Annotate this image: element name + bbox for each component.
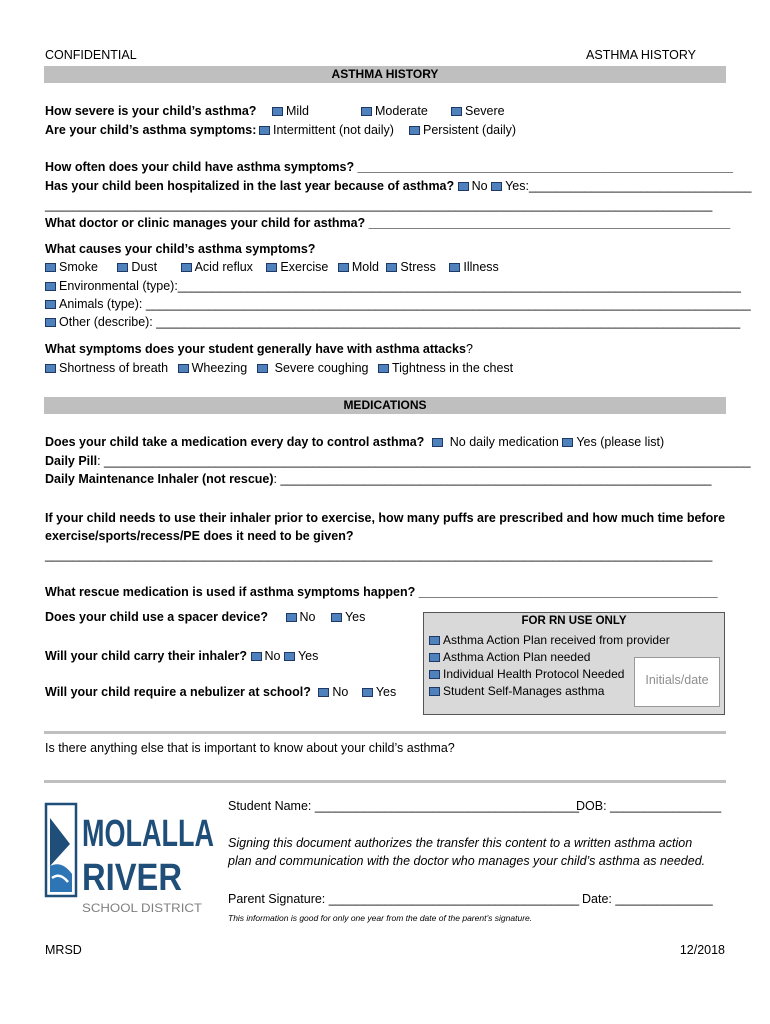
logo-line3: SCHOOL DISTRICT bbox=[82, 901, 203, 915]
cause-other[interactable]: Other (describe): ____________________________________________________________________________________ bbox=[45, 315, 740, 329]
checkbox-icon[interactable] bbox=[451, 107, 462, 116]
checkbox-icon[interactable] bbox=[362, 688, 373, 697]
checkbox-icon[interactable] bbox=[45, 364, 56, 373]
checkbox-icon[interactable] bbox=[251, 652, 262, 661]
logo-line2: RIVER bbox=[82, 857, 182, 899]
header-confidential: CONFIDENTIAL bbox=[45, 48, 137, 62]
validity-note: This information is good for only one year from the date of the parent’s signature. bbox=[228, 913, 533, 923]
exercise-question-line2: exercise/sports/recess/PE does it need to be given? bbox=[45, 529, 354, 543]
consent-line1: Signing this document authorizes the transfer this content to a written asthma action bbox=[228, 836, 693, 850]
spacer-row: Does your child use a spacer device? No Yes bbox=[45, 610, 366, 624]
checkbox-icon[interactable] bbox=[117, 263, 128, 272]
hospitalized-row bbox=[45, 179, 751, 193]
header-title: ASTHMA HISTORY bbox=[586, 48, 696, 62]
severity-question: How severe is your child’s asthma? bbox=[45, 104, 257, 118]
daily-med-row: Does your child take a medication every day to control asthma? No daily medication Yes (please list) bbox=[45, 435, 665, 449]
daily-inhaler-field[interactable]: Daily Maintenance Inhaler (not rescue): ______________________________________________________________ bbox=[45, 472, 712, 486]
carry-row: Will your child carry their inhaler? No Yes bbox=[45, 649, 319, 663]
checkbox-icon[interactable] bbox=[429, 670, 440, 679]
checkbox-icon[interactable] bbox=[331, 613, 342, 622]
rn-box-title: FOR RN USE ONLY bbox=[521, 615, 627, 627]
checkbox-icon[interactable] bbox=[259, 126, 270, 135]
option-intermittent[interactable]: Intermittent (not daily) bbox=[259, 123, 394, 137]
attack-symptoms-options: Shortness of breath Wheezing Severe coughing Tightness in the chest bbox=[45, 361, 513, 375]
daily-pill-field[interactable]: Daily Pill: _____________________________________________________________________________________________ bbox=[45, 454, 751, 468]
footer-org: MRSD bbox=[45, 943, 82, 957]
checkbox-icon[interactable] bbox=[338, 263, 349, 272]
hospitalized-yes[interactable]: Yes:________________________________ bbox=[505, 179, 752, 193]
student-name-field[interactable]: Student Name: ______________________________________ bbox=[228, 799, 580, 813]
causes-options: Smoke Dust Acid reflux Exercise Mold Stress Illness bbox=[45, 260, 499, 274]
separator bbox=[44, 780, 726, 783]
checkbox-icon[interactable] bbox=[286, 613, 297, 622]
symptom-type-question: Are your child’s asthma symptoms: bbox=[45, 123, 257, 137]
checkbox-icon[interactable] bbox=[409, 126, 420, 135]
dob-field[interactable]: DOB: ________________ bbox=[576, 799, 722, 813]
initials-date-field[interactable]: Initials/date bbox=[634, 657, 720, 707]
option-mild[interactable]: Mild bbox=[272, 104, 309, 118]
checkbox-icon[interactable] bbox=[491, 182, 502, 191]
checkbox-icon[interactable] bbox=[266, 263, 277, 272]
checkbox-icon[interactable] bbox=[429, 687, 440, 696]
checkbox-icon[interactable] bbox=[284, 652, 295, 661]
checkbox-icon[interactable] bbox=[386, 263, 397, 272]
checkbox-icon[interactable] bbox=[45, 263, 56, 272]
checkbox-icon[interactable] bbox=[449, 263, 460, 272]
hospitalized-line[interactable]: ________________________________________________________________________________________________ bbox=[45, 198, 713, 212]
checkbox-icon[interactable] bbox=[45, 318, 56, 327]
nebulizer-row: Will your child require a nebulizer at school? No Yes bbox=[45, 685, 397, 699]
separator bbox=[44, 731, 726, 734]
hospitalized-question: Has your child been hospitalized in the last year because of asthma? bbox=[45, 179, 455, 193]
exercise-question-line1: If your child needs to use their inhaler prior to exercise, how many puffs are prescribed and how much time before bbox=[45, 511, 726, 525]
cause-environmental[interactable]: Environmental (type):_________________________________________________________________________________ bbox=[45, 279, 741, 293]
checkbox-icon[interactable] bbox=[257, 364, 268, 373]
rn-item-protocol[interactable]: Individual Health Protocol Needed bbox=[429, 667, 624, 681]
frequency-question[interactable]: How often does your child have asthma symptoms? ______________________________________________________ bbox=[45, 160, 733, 174]
checkbox-icon[interactable] bbox=[318, 688, 329, 697]
parent-signature-field[interactable]: Parent Signature: ____________________________________ bbox=[228, 892, 580, 906]
section-medications: MEDICATIONS bbox=[44, 397, 726, 414]
hospitalized-no: No bbox=[471, 179, 488, 193]
signature-date-field[interactable]: Date: ______________ bbox=[582, 892, 713, 906]
checkbox-icon[interactable] bbox=[178, 364, 189, 373]
anything-else-question: Is there anything else that is important to know about your child’s asthma? bbox=[45, 741, 455, 755]
rescue-question[interactable]: What rescue medication is used if asthma symptoms happen? ___________________________________________ bbox=[45, 585, 718, 599]
checkbox-icon[interactable] bbox=[562, 438, 573, 447]
causes-question: What causes your child’s asthma symptoms? bbox=[45, 242, 316, 256]
consent-line2: plan and communication with the doctor who manages your child’s asthma as needed. bbox=[228, 854, 706, 868]
molalla-river-logo bbox=[46, 804, 216, 916]
checkbox-icon[interactable] bbox=[432, 438, 443, 447]
checkbox-icon[interactable] bbox=[45, 282, 56, 291]
logo-line1: MOLALLA bbox=[82, 813, 214, 855]
option-persistent[interactable]: Persistent (daily) bbox=[409, 123, 516, 137]
checkbox-icon[interactable] bbox=[429, 636, 440, 645]
rn-item-received[interactable]: Asthma Action Plan received from provider bbox=[429, 633, 670, 647]
section-asthma-history: ASTHMA HISTORY bbox=[44, 66, 726, 83]
checkbox-icon[interactable] bbox=[378, 364, 389, 373]
exercise-answer-line[interactable]: ________________________________________________________________________________________________ bbox=[45, 548, 713, 562]
checkbox-icon[interactable] bbox=[45, 300, 56, 309]
option-severe[interactable]: Severe bbox=[451, 104, 505, 118]
attack-symptoms-question: What symptoms does your student generally have with asthma attacks? bbox=[45, 342, 473, 356]
checkbox-icon[interactable] bbox=[361, 107, 372, 116]
cause-animals[interactable]: Animals (type): _______________________________________________________________________________________ bbox=[45, 297, 751, 311]
rn-item-self-manages[interactable]: Student Self-Manages asthma bbox=[429, 684, 604, 698]
checkbox-icon[interactable] bbox=[458, 182, 469, 191]
checkbox-icon[interactable] bbox=[272, 107, 283, 116]
doctor-question[interactable]: What doctor or clinic manages your child for asthma? ____________________________________________________ bbox=[45, 216, 731, 230]
checkbox-icon[interactable] bbox=[181, 263, 192, 272]
checkbox-icon[interactable] bbox=[429, 653, 440, 662]
option-moderate[interactable]: Moderate bbox=[361, 104, 428, 118]
rn-item-needed[interactable]: Asthma Action Plan needed bbox=[429, 650, 590, 664]
footer-date: 12/2018 bbox=[679, 943, 725, 957]
